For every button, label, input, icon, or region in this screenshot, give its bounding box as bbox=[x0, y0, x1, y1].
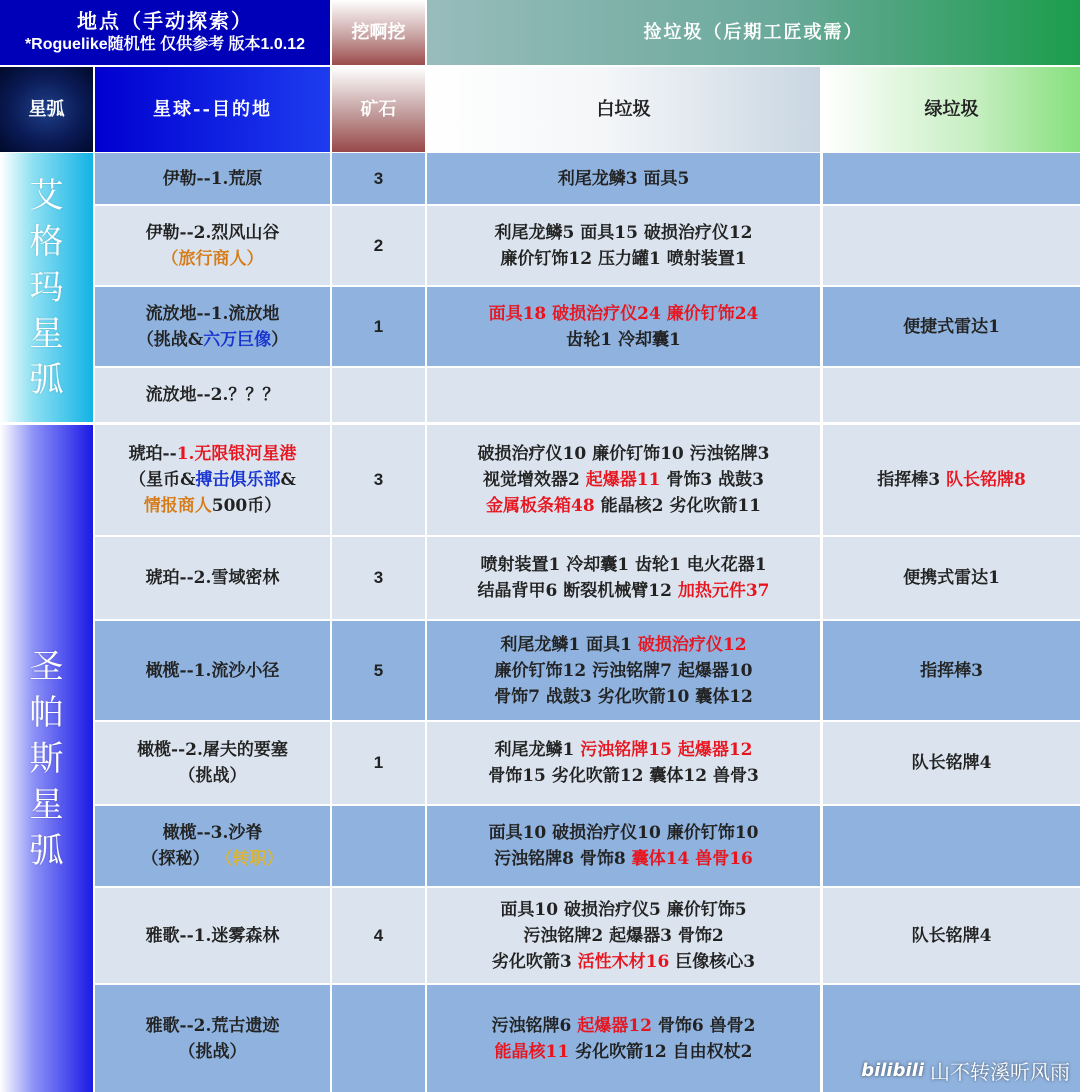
arc-char: 帕 bbox=[29, 692, 64, 733]
text-segment: 便捷式雷达1 bbox=[903, 316, 1000, 337]
text-segment: 面具10 破损治疗仪5 廉价钉饰5 bbox=[500, 899, 747, 920]
cell-line bbox=[137, 327, 288, 353]
text-segment: 500币） bbox=[211, 496, 282, 516]
cell-line bbox=[494, 846, 753, 872]
planet-cell bbox=[95, 287, 330, 366]
cell-line bbox=[877, 467, 1026, 493]
text-segment: 橄榄--3.沙脊 bbox=[162, 823, 263, 843]
header-arc: 星弧 bbox=[0, 67, 93, 152]
ore-count: 1 bbox=[373, 316, 384, 336]
text-segment: 能晶核11 bbox=[494, 1041, 570, 1062]
cell-line bbox=[478, 578, 770, 604]
arc-char: 星 bbox=[29, 784, 64, 825]
green-trash-cell bbox=[823, 621, 1080, 720]
cell-line bbox=[492, 1013, 756, 1039]
text-segment: 雅歌--1.迷雾森林 bbox=[145, 925, 280, 946]
text-segment: （星币& bbox=[129, 470, 196, 490]
arc-char: 格 bbox=[29, 221, 64, 262]
text-segment: 1.无限银河星港 bbox=[176, 444, 297, 464]
header-green-trash: 绿垃圾 bbox=[823, 67, 1080, 152]
text-segment: 污浊铭牌6 bbox=[491, 1015, 578, 1036]
green-trash-cell bbox=[823, 206, 1080, 285]
header-dig: 挖啊挖 bbox=[332, 0, 425, 65]
ore-count: 5 bbox=[373, 660, 384, 680]
white-trash-cell bbox=[427, 537, 820, 619]
planet-cell bbox=[95, 985, 330, 1092]
text-segment: 骨饰15 劣化吹箭12 囊体12 兽骨3 bbox=[488, 766, 759, 786]
watermark-text: 山不转溪听风雨 bbox=[930, 1059, 1070, 1084]
ore-count: 4 bbox=[373, 925, 384, 945]
text-segment: （转职） bbox=[215, 849, 284, 869]
text-segment: 骨饰3 战鼓3 bbox=[660, 470, 764, 490]
arc-char: 星 bbox=[29, 313, 64, 354]
cell-line bbox=[144, 493, 282, 519]
text-segment: 廉价钉饰12 污浊铭牌7 起爆器10 bbox=[494, 660, 753, 681]
planet-cell bbox=[95, 206, 330, 285]
arc-shengpasi bbox=[0, 425, 93, 1092]
cell-line bbox=[480, 552, 766, 578]
header-location-title: 地点（手动探索） bbox=[77, 8, 253, 33]
arc-char: 弧 bbox=[29, 830, 64, 871]
ore-cell bbox=[332, 537, 425, 619]
text-segment: 利尾龙鳞3 面具5 bbox=[557, 168, 690, 189]
text-segment: 橄榄--1.流沙小径 bbox=[145, 660, 280, 681]
cell-line bbox=[912, 923, 992, 949]
cell-line bbox=[146, 301, 280, 327]
cell-line bbox=[500, 632, 746, 658]
cell-line bbox=[489, 820, 759, 846]
cell-line bbox=[146, 1013, 280, 1039]
header-white-trash: 白垃圾 bbox=[427, 67, 820, 152]
green-trash-cell bbox=[823, 537, 1080, 619]
cell-line bbox=[137, 737, 288, 763]
arc-char: 艾 bbox=[29, 175, 64, 216]
text-segment: 骨饰7 战鼓3 劣化吹箭10 囊体12 bbox=[494, 686, 753, 707]
text-segment: 结晶背甲6 断裂机械臂12 bbox=[477, 581, 678, 601]
text-segment: 橄榄--2.屠夫的要塞 bbox=[137, 740, 288, 760]
watermark bbox=[818, 1050, 1080, 1090]
bilibili-logo-icon: bilibili bbox=[861, 1059, 924, 1081]
text-segment: 利尾龙鳞5 面具15 破损治疗仪12 bbox=[494, 222, 753, 243]
text-segment: 队长铭牌4 bbox=[911, 753, 992, 773]
green-trash-cell bbox=[823, 888, 1080, 983]
white-trash-cell bbox=[427, 153, 820, 204]
cell-line bbox=[494, 684, 753, 710]
text-segment: （挑战& bbox=[136, 329, 204, 350]
arc-char: 斯 bbox=[29, 738, 64, 779]
text-segment: 污浊铭牌15 起爆器12 bbox=[580, 740, 753, 760]
text-segment: 琥珀--2.雪域密林 bbox=[145, 568, 280, 588]
arc-char: 弧 bbox=[29, 359, 64, 400]
arc-char: 玛 bbox=[29, 267, 64, 308]
cell-line bbox=[146, 220, 280, 246]
text-segment: 琥珀-- bbox=[128, 444, 177, 464]
ore-cell bbox=[332, 425, 425, 535]
ore-cell bbox=[332, 621, 425, 720]
ore-cell bbox=[332, 888, 425, 983]
planet-cell bbox=[95, 537, 330, 619]
cell-line bbox=[500, 897, 746, 923]
text-segment: 起爆器11 bbox=[585, 470, 661, 490]
cell-line bbox=[903, 565, 1000, 591]
cell-line bbox=[523, 923, 723, 949]
header-location-note: *Roguelike随机性 仅供参考 版本1.0.12 bbox=[24, 35, 306, 53]
text-segment: 面具10 破损治疗仪10 廉价钉饰10 bbox=[488, 823, 759, 843]
cell-line bbox=[146, 565, 280, 591]
ore-count: 1 bbox=[373, 753, 384, 772]
text-segment: 伊勒--2.烈风山谷 bbox=[145, 222, 280, 243]
text-segment: 囊体14 兽骨16 bbox=[631, 849, 753, 869]
ore-cell bbox=[332, 153, 425, 204]
text-segment: 廉价钉饰12 压力罐1 喷射装置1 bbox=[500, 248, 747, 269]
header-ore: 矿石 bbox=[332, 67, 425, 152]
cell-line bbox=[146, 923, 280, 949]
text-segment: （探秘） bbox=[141, 849, 216, 869]
text-segment: 劣化吹箭3 bbox=[491, 951, 578, 972]
green-trash-cell bbox=[823, 722, 1080, 804]
text-segment: 污浊铭牌8 骨饰8 bbox=[494, 849, 632, 869]
text-segment: 能晶核2 劣化吹箭11 bbox=[594, 496, 761, 516]
text-segment: 利尾龙鳞1 bbox=[494, 740, 581, 760]
text-segment: 流放地--1.流放地 bbox=[145, 303, 280, 324]
cell-line bbox=[179, 1039, 247, 1065]
text-segment: 雅歌--2.荒古遗迹 bbox=[145, 1015, 280, 1036]
text-segment: 利尾龙鳞1 面具1 bbox=[500, 634, 638, 655]
green-trash-cell bbox=[823, 153, 1080, 204]
text-segment: 视觉增效器2 bbox=[483, 470, 586, 490]
text-segment: 流放地--2.？？？ bbox=[145, 385, 280, 405]
white-trash-cell bbox=[427, 722, 820, 804]
text-segment: ） bbox=[271, 329, 289, 350]
cell-line bbox=[495, 737, 753, 763]
cell-line bbox=[566, 327, 681, 353]
text-segment: 指挥棒3 bbox=[920, 660, 983, 681]
cell-line bbox=[129, 467, 296, 493]
planet-cell bbox=[95, 153, 330, 204]
planet-cell bbox=[95, 368, 330, 422]
text-segment: 污浊铭牌2 起爆器3 骨饰2 bbox=[523, 925, 724, 946]
text-segment: 活性木材16 bbox=[577, 951, 670, 972]
green-trash-cell bbox=[823, 287, 1080, 366]
text-segment: 便携式雷达1 bbox=[903, 568, 1000, 588]
planet-cell bbox=[95, 722, 330, 804]
cell-line bbox=[492, 949, 755, 975]
ore-count: 3 bbox=[373, 470, 384, 489]
white-trash-cell bbox=[427, 206, 820, 285]
text-segment: 金属板条箱48 bbox=[486, 496, 595, 516]
white-trash-cell bbox=[427, 888, 820, 983]
cell-line bbox=[179, 763, 247, 789]
text-segment: 队长铭牌8 bbox=[945, 470, 1026, 490]
text-segment: （挑战） bbox=[178, 1041, 247, 1062]
arc-char: 圣 bbox=[29, 646, 64, 687]
header-trash: 捡垃圾（后期工匠或需） bbox=[427, 0, 1080, 65]
cell-line bbox=[495, 220, 753, 246]
cell-line bbox=[163, 166, 263, 192]
ore-cell bbox=[332, 368, 425, 422]
text-segment: 伊勒--1.荒原 bbox=[162, 168, 263, 189]
text-segment: 劣化吹箭12 自由权杖2 bbox=[569, 1041, 753, 1062]
green-trash-cell bbox=[823, 806, 1080, 886]
cell-line bbox=[162, 246, 264, 272]
planet-cell bbox=[95, 425, 330, 535]
cell-line bbox=[495, 658, 753, 684]
text-segment: 破损治疗仪12 bbox=[637, 634, 747, 655]
ore-count: 3 bbox=[373, 568, 384, 587]
text-segment: 破损治疗仪10 廉价钉饰10 污浊铭牌3 bbox=[477, 444, 770, 464]
white-trash-cell bbox=[427, 621, 820, 720]
cell-line bbox=[920, 658, 983, 684]
text-segment: & bbox=[280, 470, 296, 490]
text-segment: 指挥棒3 bbox=[877, 470, 946, 490]
ore-count: 2 bbox=[373, 235, 384, 255]
text-segment: 六万巨像 bbox=[203, 329, 272, 350]
cell-line bbox=[146, 382, 280, 408]
arc-aigema bbox=[0, 153, 93, 422]
text-segment: 队长铭牌4 bbox=[911, 925, 992, 946]
cell-line bbox=[489, 301, 759, 327]
cell-line bbox=[163, 820, 263, 846]
text-segment: 情报商人 bbox=[143, 496, 212, 516]
ore-cell bbox=[332, 806, 425, 886]
text-segment: 巨像核心3 bbox=[669, 951, 756, 972]
ore-count: 3 bbox=[373, 168, 384, 188]
header-location bbox=[0, 0, 330, 65]
cell-line bbox=[483, 467, 764, 493]
cell-line bbox=[486, 493, 761, 519]
text-segment: 加热元件37 bbox=[677, 581, 770, 601]
white-trash-cell bbox=[427, 368, 820, 422]
ore-cell bbox=[332, 206, 425, 285]
cell-line bbox=[558, 166, 690, 192]
white-trash-cell bbox=[427, 806, 820, 886]
text-segment: 搏击俱乐部 bbox=[195, 470, 281, 490]
text-segment: 面具18 破损治疗仪24 廉价钉饰24 bbox=[488, 303, 759, 324]
text-segment: （挑战） bbox=[178, 766, 247, 786]
ore-cell bbox=[332, 985, 425, 1092]
cell-line bbox=[912, 750, 992, 776]
planet-cell bbox=[95, 621, 330, 720]
green-trash-cell bbox=[823, 425, 1080, 535]
text-segment: 起爆器12 bbox=[577, 1015, 652, 1036]
cell-line bbox=[495, 1039, 753, 1065]
planet-cell bbox=[95, 806, 330, 886]
cell-line bbox=[142, 846, 284, 872]
text-segment: 喷射装置1 冷却囊1 齿轮1 电火花器1 bbox=[480, 555, 767, 575]
text-segment: 骨饰6 兽骨2 bbox=[651, 1015, 756, 1036]
cell-line bbox=[903, 314, 1000, 340]
white-trash-cell bbox=[427, 985, 820, 1092]
cell-line bbox=[488, 763, 759, 789]
cell-line bbox=[500, 246, 746, 272]
white-trash-cell bbox=[427, 287, 820, 366]
ore-cell bbox=[332, 287, 425, 366]
cell-line bbox=[129, 441, 297, 467]
white-trash-cell bbox=[427, 425, 820, 535]
ore-cell bbox=[332, 722, 425, 804]
text-segment: 齿轮1 冷却囊1 bbox=[566, 329, 681, 350]
cell-line bbox=[146, 658, 280, 684]
header-planet: 星球--目的地 bbox=[95, 67, 330, 152]
green-trash-cell bbox=[823, 368, 1080, 422]
cell-line bbox=[478, 441, 770, 467]
text-segment: （旅行商人） bbox=[161, 248, 264, 269]
planet-cell bbox=[95, 888, 330, 983]
